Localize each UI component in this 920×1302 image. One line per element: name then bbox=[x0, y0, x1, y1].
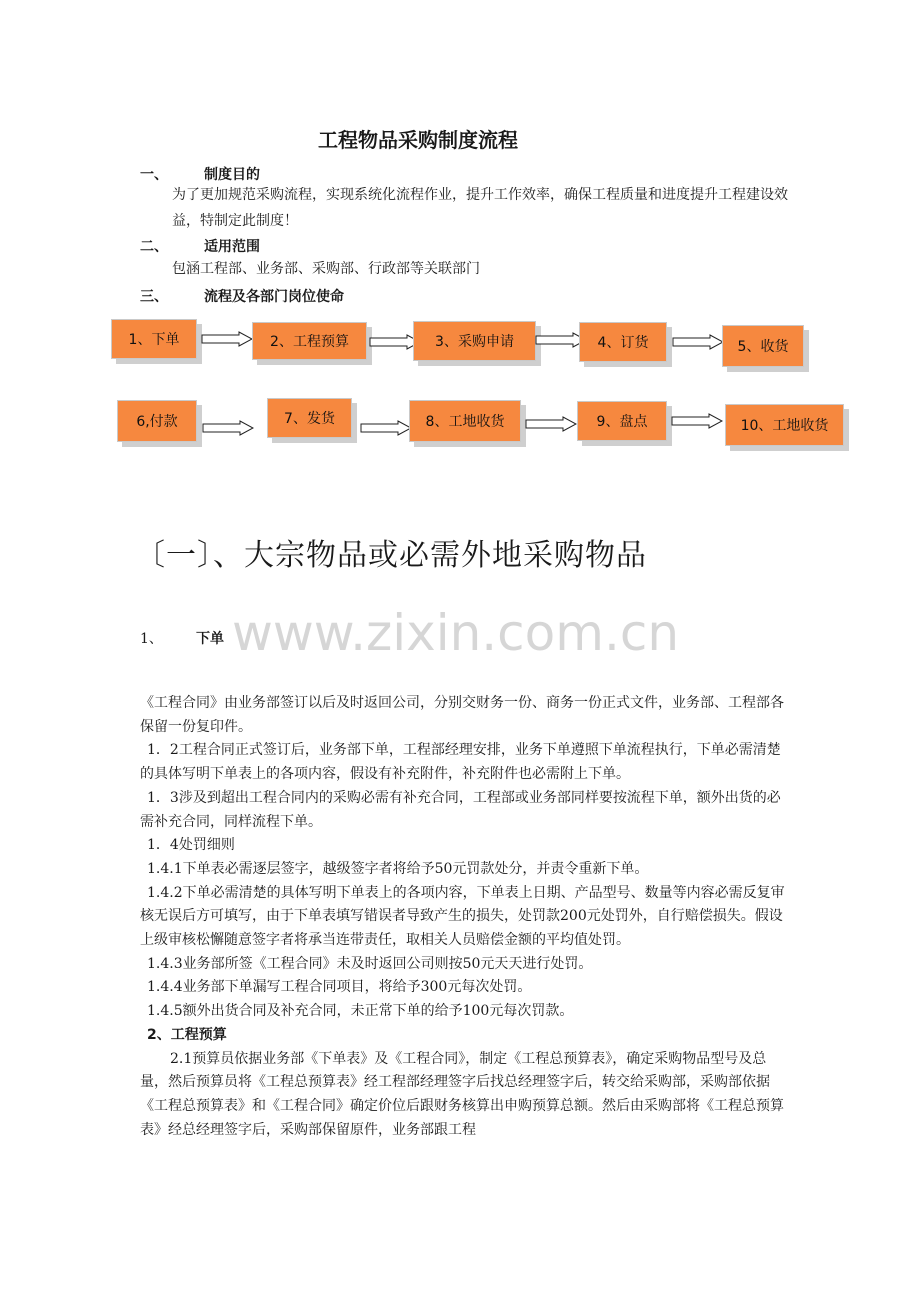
flow-step-1: 1、下单 bbox=[111, 319, 197, 359]
flow-arrow-icon bbox=[202, 420, 254, 436]
paragraph: 1.4.5额外出货合同及补充合同，未正常下单的给予100元每次罚款。 bbox=[147, 1003, 574, 1020]
flow-step-2: 2、工程预算 bbox=[252, 322, 367, 360]
paragraph: 1.4.2下单必需清楚的具体写明下单表上的各项内容，下单表上日期、产品型号、数量等内容必需反复审核无误后方可填写，由于下单表填写错误者导致产生的损失，处罚款200元处罚外，自行赔偿损失。假设上级审核松懈随意签字者将承当连带责任，取相关人员赔偿金额的平均值处罚。 bbox=[140, 884, 785, 949]
paragraph: 1.4.3业务部所签《工程合同》未及时返回公司则按50元天天进行处罚。 bbox=[147, 955, 593, 972]
flow-step-4: 4、订货 bbox=[579, 322, 667, 362]
flow-arrow-icon bbox=[201, 331, 253, 347]
body-text bbox=[140, 692, 790, 1142]
subsection-1-heading: 下单 bbox=[196, 631, 224, 647]
flow-step-6: 6,付款 bbox=[117, 400, 197, 442]
section-2-text: 包涵工程部、业务部、采购部、行政部等关联部门 bbox=[172, 261, 480, 277]
section-1-number: 一、 bbox=[140, 167, 168, 183]
paragraph: 1．3涉及到超出工程合同内的采购必需有补充合同，工程部或业务部同样要按流程下单，额外出货的必需补充合同，同样流程下单。 bbox=[140, 789, 781, 830]
watermark-text: www.zixin.com.cn bbox=[232, 604, 680, 662]
section-1-heading: 制度目的 bbox=[204, 167, 260, 183]
paragraph: 1．2工程合同正式签订后，业务部下单，工程部经理安排，业务下单遵照下单流程执行，下单必需清楚的具体写明下单表上的各项内容，假设有补充附件，补充附件也必需附上下单。 bbox=[140, 742, 781, 783]
paragraph: 《工程合同》由业务部签订以后及时返回公司，分别交财务一份、商务一份正式文件，业务部、工程部各保留一份复印件。 bbox=[140, 695, 784, 735]
flow-arrow-icon bbox=[671, 413, 723, 429]
subsection-1-number: 1、 bbox=[140, 631, 163, 647]
paragraph: 1．4处罚细则 bbox=[147, 837, 235, 854]
paragraph: 1.4.1下单表必需逐层签字，越级签字者将给予50元罚款处分，并责令重新下单。 bbox=[147, 860, 649, 877]
part-title: 〔一〕、大宗物品或必需外地采购物品 bbox=[135, 538, 647, 573]
flow-step-8: 8、工地收货 bbox=[409, 400, 521, 442]
paragraph: 1.4.4业务部下单漏写工程合同项目，将给予300元每次处罚。 bbox=[147, 979, 532, 996]
flow-step-9: 9、盘点 bbox=[577, 401, 667, 441]
section-2-number: 二、 bbox=[140, 239, 168, 255]
flow-arrow-icon bbox=[525, 416, 577, 432]
document-title: 工程物品采购制度流程 bbox=[318, 128, 518, 152]
subsection-2-heading: 2、工程预算 bbox=[147, 1026, 227, 1043]
paragraph: 2.1预算员依据业务部《下单表》及《工程合同》，制定《工程总预算表》，确定采购物品型号及总量，然后预算员将《工程总预算表》经工程部经理签字后找总经理签字后，转交给采购部，采购部依据《工程总预算表》和《工程合同》确定价位后跟财务核算出申购预算总额。然后由采购部将《工程总预算表》经总经理签字后，采购部保留原件，业务部跟工程 bbox=[140, 1050, 784, 1138]
section-3-number: 三、 bbox=[140, 289, 168, 305]
flow-arrow-icon bbox=[672, 334, 724, 350]
flow-arrow-icon bbox=[360, 420, 412, 436]
section-3-heading: 流程及各部门岗位使命 bbox=[204, 289, 344, 305]
flow-step-3: 3、采购申请 bbox=[413, 321, 536, 361]
section-2-heading: 适用范围 bbox=[204, 239, 260, 255]
flow-step-10: 10、工地收货 bbox=[725, 404, 844, 446]
section-1-text: 为了更加规范采购流程，实现系统化流程作业，提升工作效率，确保工程质量和进度提升工程建设效益，特制定此制度！ bbox=[172, 187, 788, 229]
flow-step-5: 5、收货 bbox=[722, 325, 804, 367]
flow-step-7: 7、发货 bbox=[267, 398, 352, 438]
